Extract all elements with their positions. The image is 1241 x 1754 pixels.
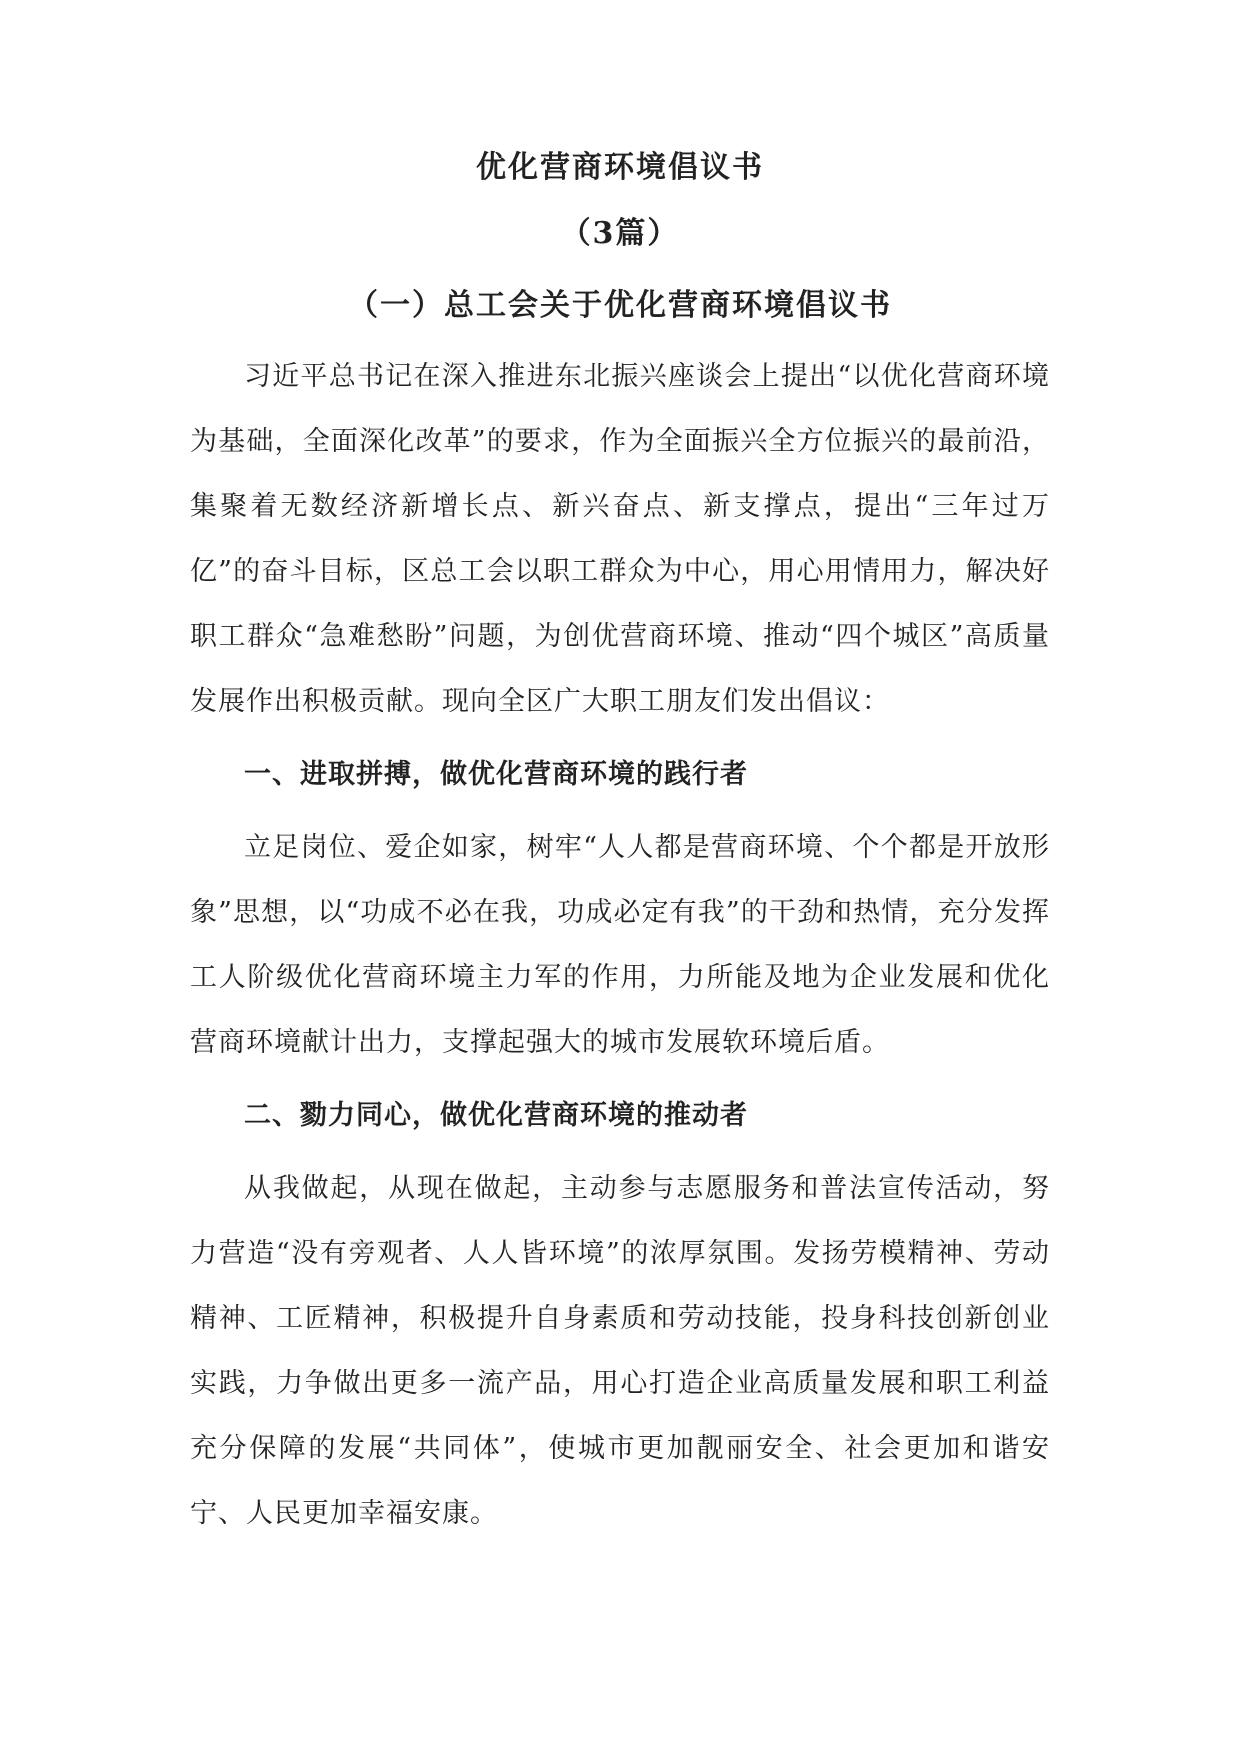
point-body-1: 立足岗位、爱企如家，树牢“人人都是营商环境、个个都是开放形象”思想，以“功成不必在我，功成必定有我”的干劲和热情，充分发挥工人阶级优化营商环境主力军的作用，力所能及地为企业发展和优化营商环境献计出力，支撑起强大的城市发展软环境后盾。 [190,832,1050,1058]
point-heading-2: 二、勠力同心，做优化营商环境的推动者 [244,1100,748,1131]
point-body-2: 从我做起，从现在做起，主动参与志愿服务和普法宣传活动，努力营造“没有旁观者、人人皆环境”的浓厚氛围。发扬劳模精神、劳动精神、工匠精神，积极提升自身素质和劳动技能，投身科技创新创业实践，力争做出更多一流产品，用心打造企业高质量发展和职工利益充分保障的发展“共同体”，使城市更加靓丽安全、社会更加和谐安宁、人民更加幸福安康。 [190,1173,1050,1529]
intro-paragraph: 习近平总书记在深入推进东北振兴座谈会上提出“以优化营商环境为基础，全面深化改革”的要求，作为全面振兴全方位振兴的最前沿，集聚着无数经济新增长点、新兴奋点、新支撑点，提出“三年过万亿”的奋斗目标，区总工会以职工群众为中心，用心用情用力，解决好职工群众“急难愁盼”问题，为创优营商环境、推动“四个城区”高质量发展作出积极贡献。现向全区广大职工朋友们发出倡议： [190,361,1050,717]
document-title: 优化营商环境倡议书 [476,150,764,185]
point-heading-1: 一、进取拼搏，做优化营商环境的践行者 [244,759,748,790]
document-subtitle: （3篇） [560,216,680,251]
document-body [190,150,1050,1546]
section-title: （一）总工会关于优化营商环境倡议书 [348,288,892,323]
